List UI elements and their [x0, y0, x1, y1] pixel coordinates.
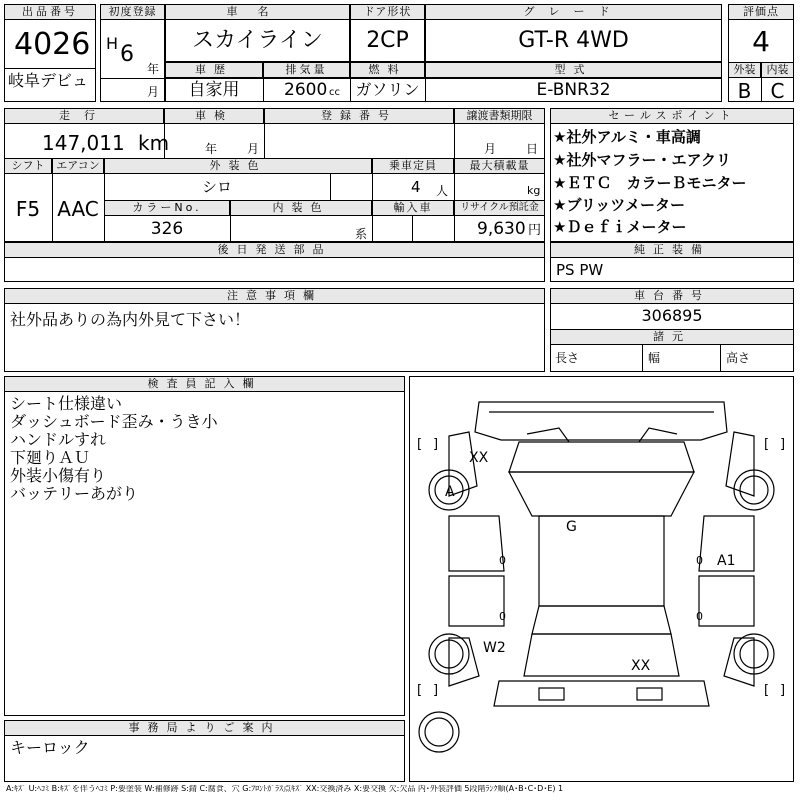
later-parts-label: 後日発送部品 — [4, 242, 545, 258]
recycle-fee: 9,630 — [477, 219, 526, 239]
color-no-label: カラーNo. — [104, 200, 230, 216]
chassis-label: 車台番号 — [550, 288, 794, 304]
import-label: 輸入車 — [372, 200, 454, 216]
history: 自家用 — [188, 80, 240, 100]
grade: GT-R 4WD — [518, 28, 629, 53]
exterior-grade: B — [737, 79, 752, 103]
bracket-close-fr: ] — [780, 437, 786, 452]
lot-number: 4026 — [14, 27, 91, 62]
interior-label: 内装 — [761, 62, 794, 78]
month-unit: 月 — [147, 85, 160, 99]
sales-points-label: セールスポイント — [550, 108, 794, 124]
inspector-label: 検査員記入欄 — [4, 376, 405, 392]
first-reg-year: 6 — [120, 42, 134, 67]
inspector-line-1: シート仕様違い — [10, 394, 123, 413]
insp-month-unit: 月 — [247, 142, 260, 156]
fuel-label: 燃料 — [350, 62, 425, 78]
sales-point-4: ★ブリッツメーター — [553, 196, 685, 214]
sales-point-1: ★社外アルミ・車高調 — [553, 128, 701, 146]
specs-box — [4, 108, 545, 242]
car-name: スカイライン — [192, 28, 323, 53]
interior-grade: C — [770, 79, 785, 103]
sales-point-2: ★社外マフラー・エアクリ — [553, 151, 731, 169]
bracket-open-fr: [ — [764, 437, 770, 452]
load-unit: kg — [527, 184, 541, 197]
notes-label: 注意事項欄 — [4, 288, 545, 304]
damage-mark-trunk: XX — [631, 658, 651, 674]
office-text: キーロック — [10, 738, 90, 757]
score-label: 評価点 — [728, 4, 794, 20]
car-diagram — [409, 376, 794, 782]
first-reg-label: 初度登録 — [100, 4, 165, 20]
grade-label: グレード — [425, 4, 722, 20]
int-color-label: 内装色 — [230, 200, 372, 216]
inspector-line-3: ハンドルすれ — [10, 430, 107, 449]
int-color-unit: 系 — [355, 227, 368, 241]
insp-year-unit: 年 — [205, 142, 218, 156]
mileage-label: 走行 — [4, 108, 164, 124]
notes-text: 社外品ありの為内外見て下さい！ — [10, 310, 251, 329]
sales-point-3: ★ＥＴＣ カラーＢモニター — [553, 174, 747, 192]
shift-label: シフト — [4, 158, 52, 174]
equipment-label: 純正装備 — [550, 242, 794, 258]
sales-point-5: ★Ｄｅｆｉメーター — [553, 218, 687, 236]
bracket-open-rl: [ — [417, 683, 423, 698]
bracket-close-rl: ] — [433, 683, 439, 698]
bracket-open-rr: [ — [764, 683, 770, 698]
damage-mark-roof: G — [566, 519, 577, 535]
mileage-unit: km — [138, 131, 170, 155]
reg-no-label: 登録番号 — [264, 108, 454, 124]
office-label: 事務局よりご案内 — [4, 720, 405, 736]
exterior-label: 外装 — [728, 62, 761, 78]
lot-no-label: 出品番号 — [4, 4, 96, 20]
zero-mark-4: 0 — [696, 610, 703, 623]
color-label: 外装色 — [104, 158, 372, 174]
bracket-open-fl: [ — [417, 437, 423, 452]
capacity-label: 乗車定員 — [372, 158, 454, 174]
exterior-color: シロ — [201, 178, 232, 196]
era: H — [106, 34, 119, 53]
inspector-line-5: 外装小傷有り — [10, 466, 107, 485]
color-number: 326 — [150, 219, 184, 239]
auction-event: 岐阜デビュ — [8, 71, 89, 90]
fuel: ガソリン — [355, 80, 420, 99]
dims-label: 諸元 — [550, 329, 794, 345]
recycle-unit: 円 — [528, 223, 542, 238]
capacity: 4 — [411, 178, 421, 196]
mileage: 147,011 — [42, 131, 125, 155]
bracket-close-fl: ] — [433, 437, 439, 452]
zero-mark-1: 0 — [499, 554, 506, 567]
history-label: 車歴 — [165, 62, 263, 78]
damage-mark-front-left: XX — [469, 450, 489, 466]
damage-legend: A:ｷｽﾞ U:ﾍｺﾐ B:ｷｽﾞを伴うﾍｺﾐ P:要塗装 W:補修跡 S:錆 C:腐食、穴 G:ﾌﾛﾝﾄｶﾞﾗｽ点ｷｽﾞ XX:交換済み X:要交換 欠:欠品 内･外装評価 5段階ﾗﾝｸ順(A･B･C･D･E) 1 — [6, 785, 564, 793]
inspector-line-4: 下廻りＡＵ — [10, 448, 91, 467]
zero-mark-3: 0 — [696, 554, 703, 567]
aircon-label: エアコン — [52, 158, 104, 174]
damage-mark-right-door: A1 — [717, 553, 736, 569]
transfer-month-unit: 月 — [484, 142, 497, 156]
bracket-close-rr: ] — [780, 683, 786, 698]
load-label: 最大積載量 — [454, 158, 545, 174]
inspection-label: 車検 — [164, 108, 264, 124]
equipment-value: PS PW — [556, 261, 604, 279]
inspector-line-6: バッテリーあがり — [10, 484, 139, 503]
length-label: 長さ — [555, 351, 580, 365]
recycle-label: リサイクル預託金 — [454, 200, 545, 216]
inspector-line-2: ダッシュボード歪み・うき小 — [10, 412, 218, 431]
damage-mark-left-wheel: A — [445, 484, 455, 500]
zero-mark-2: 0 — [499, 610, 506, 623]
aircon: AAC — [57, 197, 99, 221]
shift: F5 — [15, 197, 41, 221]
door-type: 2CP — [366, 28, 409, 53]
year-unit: 年 — [147, 62, 160, 76]
capacity-unit: 人 — [436, 184, 449, 198]
displacement: 2600 — [284, 80, 328, 100]
score: 4 — [752, 25, 770, 58]
displacement-unit: cc — [329, 87, 340, 98]
model: E-BNR32 — [536, 80, 611, 100]
transfer-day-unit: 日 — [526, 142, 539, 156]
car-name-label: 車名 — [165, 4, 350, 20]
displacement-label: 排気量 — [263, 62, 350, 78]
width-label: 幅 — [648, 351, 661, 365]
damage-mark-rear-left: W2 — [483, 640, 506, 656]
transfer-label: 譲渡書類期限 — [454, 108, 545, 124]
chassis-number: 306895 — [641, 306, 703, 325]
model-label: 型式 — [425, 62, 722, 78]
height-label: 高さ — [726, 351, 751, 365]
door-label: ドア形状 — [350, 4, 425, 20]
